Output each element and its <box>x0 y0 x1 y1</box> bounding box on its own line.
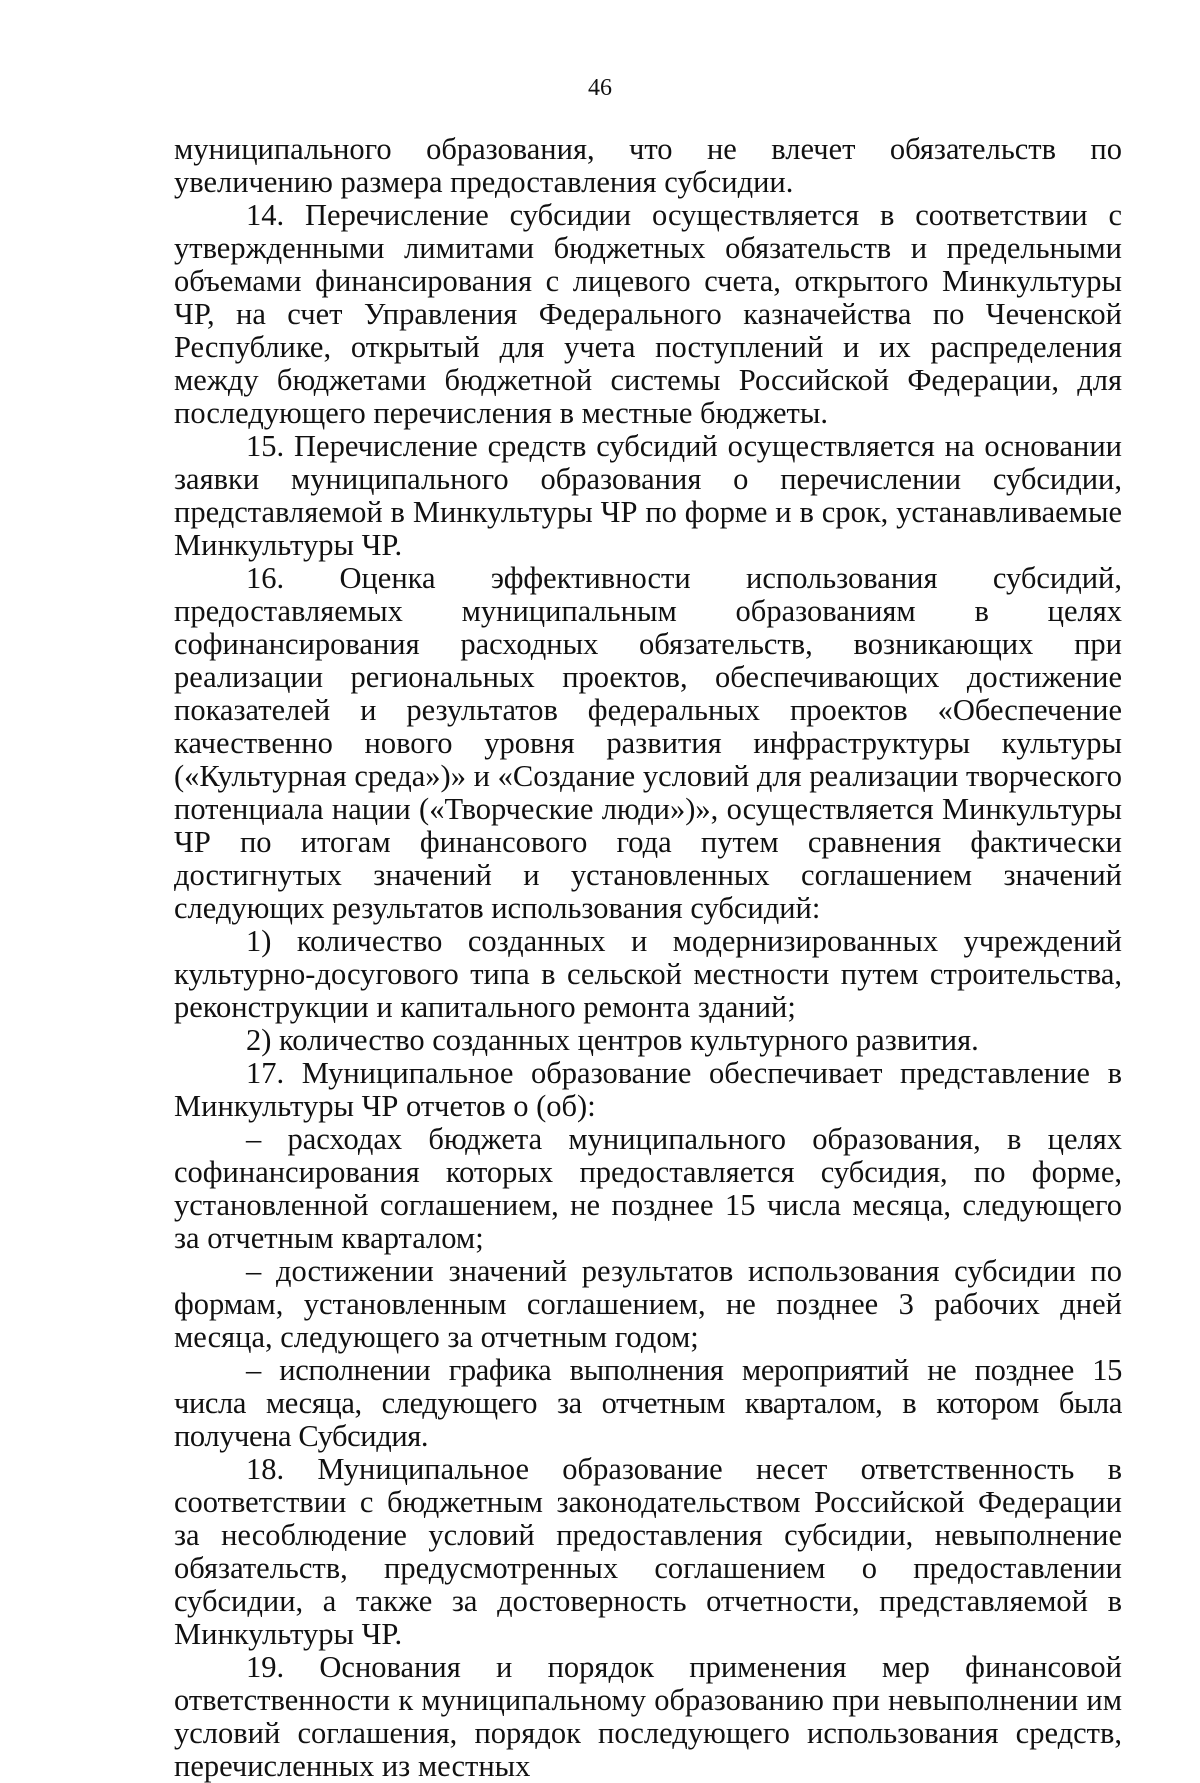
paragraph-14: 14. Перечисление субсидии осуществляется в соответствии с утвержденными лимитами бюджетных обязательств и предельными объемами финансирования с лицевого счета, открытого Минкультуры ЧР, на счет Управления Федерального казначейства по Чеченской Республике, открытый для учета поступлений и их распределения между бюджетами бюджетной системы Российской Федерации, для последующего перечисления в местные бюджеты. <box>174 198 1122 430</box>
paragraph-19: 19. Основания и порядок применения мер финансовой ответственности к муниципальному образованию при невыполнении им условий соглашения, порядок последующего использования средств, перечисленных из местных <box>174 1650 1122 1783</box>
paragraph-16: 16. Оценка эффективности использования субсидий, предоставляемых муниципальным образованиям в целях софинансирования расходных обязательств, возникающих при реализации региональных проектов, обеспечивающих достижение показателей и результатов федеральных проектов «Обеспечение качественно нового уровня развития инфраструктуры культуры («Культурная среда»)» и «Создание условий для реализации творческого потенциала нации («Творческие люди»)», осуществляется Минкультуры ЧР по итогам финансового года путем сравнения фактически достигнутых значений и установленных соглашением значений следующих результатов использования субсидий: <box>174 561 1122 925</box>
document-body <box>174 133 1122 1783</box>
paragraph-17: 17. Муниципальное образование обеспечивает представление в Минкультуры ЧР отчетов о (об): <box>174 1056 1122 1123</box>
paragraph-continuation: муниципального образования, что не влечет обязательств по увеличению размера предоставления субсидии. <box>174 132 1122 199</box>
paragraph-18: 18. Муниципальное образование несет ответственность в соответствии с бюджетным законодательством Российской Федерации за несоблюдение условий предоставления субсидии, невыполнение обязательств, предусмотренных соглашением о предоставлении субсидии, а также за достоверность отчетности, представляемой в Минкультуры ЧР. <box>174 1452 1122 1651</box>
dash-item-results: – достижении значений результатов использования субсидии по формам, установленным соглашением, не позднее 3 рабочих дней месяца, следующего за отчетным годом; <box>174 1254 1122 1354</box>
dash-item-expenses: – расходах бюджета муниципального образования, в целях софинансирования которых предоставляется субсидия, по форме, установленной соглашением, не позднее 15 числа месяца, следующего за отчетным кварталом; <box>174 1122 1122 1255</box>
paragraph-15: 15. Перечисление средств субсидий осуществляется на основании заявки муниципального образования о перечислении субсидии, представляемой в Минкультуры ЧР по форме и в срок, устанавливаемые Минкультуры ЧР. <box>174 429 1122 562</box>
page-number: 46 <box>588 75 612 101</box>
dash-item-schedule: – исполнении графика выполнения мероприятий не позднее 15 числа месяца, следующего за отчетным кварталом, в котором была получена Субсидия. <box>174 1353 1122 1453</box>
list-item-1: 1) количество созданных и модернизированных учреждений культурно-досугового типа в сельской местности путем строительства, реконструкции и капитального ремонта зданий; <box>174 924 1122 1024</box>
list-item-2: 2) количество созданных центров культурного развития. <box>246 1023 979 1057</box>
